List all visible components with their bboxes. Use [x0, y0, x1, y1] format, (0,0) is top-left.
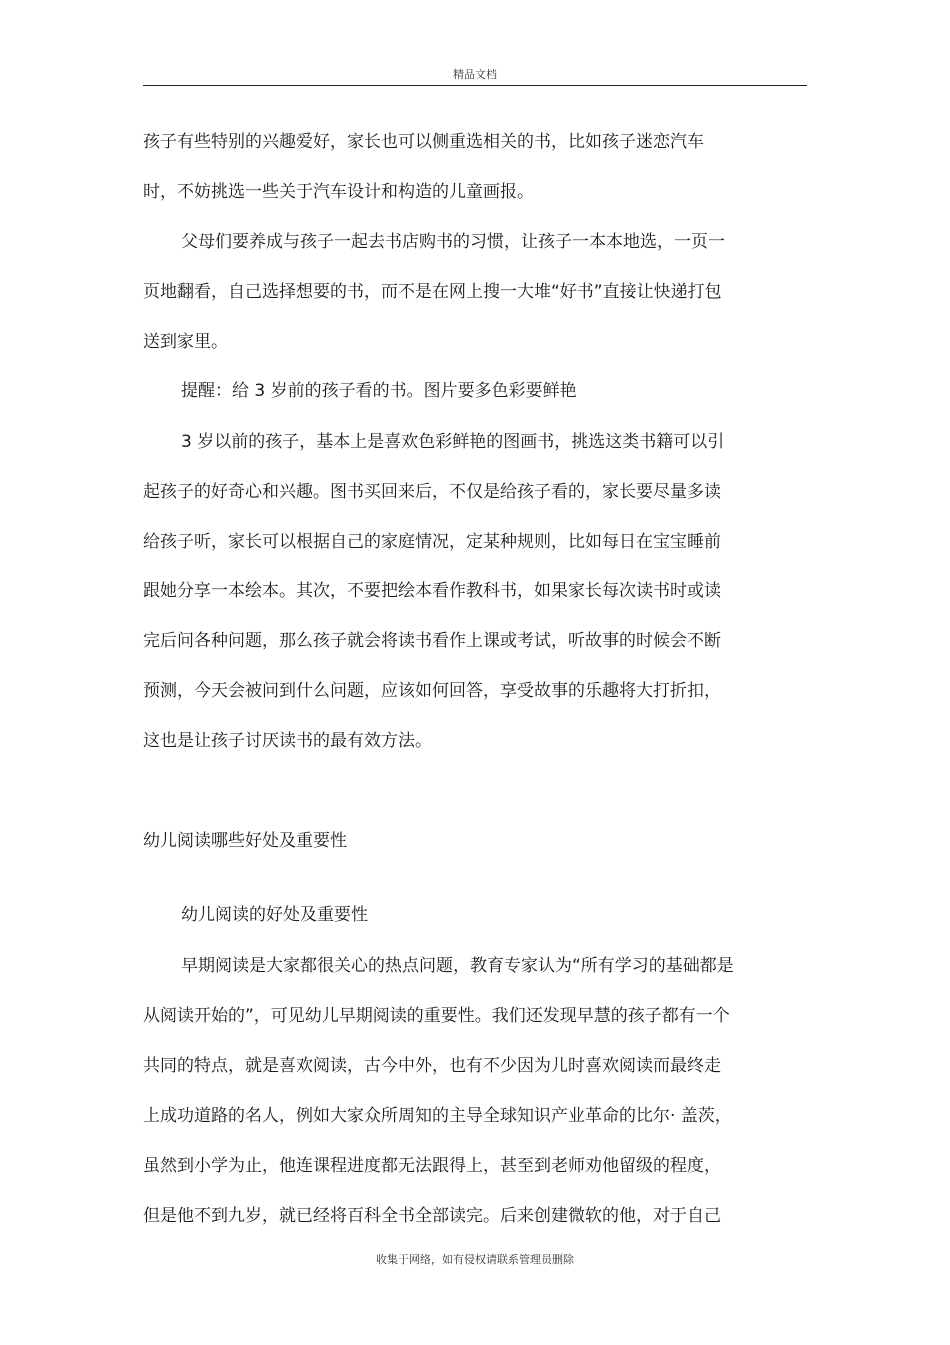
body-line: 预测，今天会被问到什么问题，应该如何回答，享受故事的乐趣将大打折扣，: [143, 681, 721, 701]
page-header: 精品文档: [453, 68, 497, 81]
header-divider: [143, 85, 807, 86]
body-line: 3 岁以前的孩子，基本上是喜欢色彩鲜艳的图画书，挑选这类书籍可以引: [181, 432, 725, 452]
page-footer: 收集于网络，如有侵权请联系管理员删除: [376, 1253, 574, 1266]
body-line: 但是他不到九岁，就已经将百科全书全部读完。后来创建微软的他，对于自己: [143, 1206, 721, 1226]
body-line: 共同的特点，就是喜欢阅读，古今中外，也有不少因为儿时喜欢阅读而最终走: [143, 1056, 721, 1076]
body-line: 孩子有些特别的兴趣爱好，家长也可以侧重选相关的书，比如孩子迷恋汽车: [143, 132, 704, 152]
body-line: 送到家里。: [143, 332, 228, 352]
body-line: 早期阅读是大家都很关心的热点问题，教育专家认为“所有学习的基础都是: [181, 956, 734, 976]
body-line: 时，不妨挑选一些关于汽车设计和构造的儿童画报。: [143, 182, 534, 202]
body-line: 虽然到小学为止，他连课程进度都无法跟得上，甚至到老师劝他留级的程度，: [143, 1156, 721, 1176]
body-line: 上成功道路的名人，例如大家众所周知的主导全球知识产业革命的比尔· 盖茨，: [143, 1106, 732, 1126]
section-heading: 幼儿阅读哪些好处及重要性: [143, 831, 347, 851]
subsection-heading: 幼儿阅读的好处及重要性: [181, 905, 368, 925]
body-line: 这也是让孩子讨厌读书的最有效方法。: [143, 731, 432, 751]
body-line: 页地翻看，自己选择想要的书，而不是在网上搜一大堆“好书”直接让快递打包: [143, 282, 722, 302]
body-line: 完后问各种问题，那么孩子就会将读书看作上课或考试，听故事的时候会不断: [143, 631, 721, 651]
reminder-line: 提醒：给 3 岁前的孩子看的书。图片要多色彩要鲜艳: [181, 381, 577, 401]
body-line: 从阅读开始的”，可见幼儿早期阅读的重要性。我们还发现早慧的孩子都有一个: [143, 1006, 730, 1026]
body-line: 起孩子的好奇心和兴趣。图书买回来后，不仅是给孩子看的，家长要尽量多读: [143, 482, 721, 502]
body-line: 跟她分享一本绘本。其次，不要把绘本看作教科书，如果家长每次读书时或读: [143, 581, 721, 601]
body-line: 给孩子听，家长可以根据自己的家庭情况，定某种规则，比如每日在宝宝睡前: [143, 532, 721, 552]
body-line: 父母们要养成与孩子一起去书店购书的习惯，让孩子一本本地选，一页一: [181, 232, 725, 252]
